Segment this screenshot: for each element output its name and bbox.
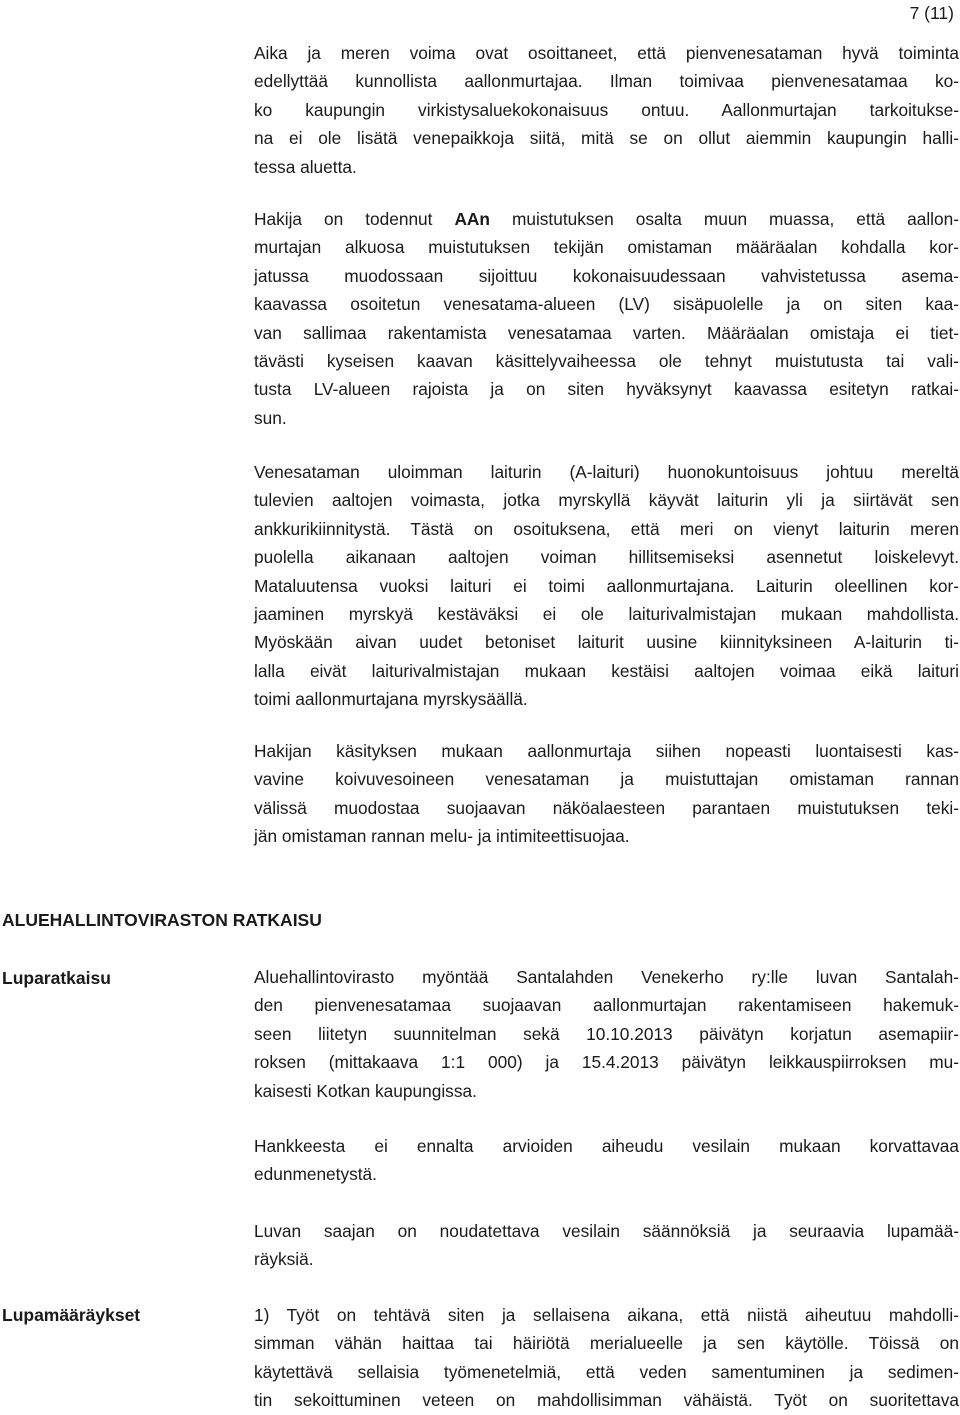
text-line: jaaminen myrskyä kestäväksi ei ole laiturivalmistajan mukaan mahdollista. bbox=[254, 604, 959, 625]
text-line: den pienvenesatamaa suojaavan aallonmurtajan rakentamiseen hakemuk- bbox=[254, 995, 959, 1016]
text-line: ko kaupungin virkistysaluekokonaisuus ontuu. Aallonmurtajan tarkoitukse- bbox=[254, 99, 959, 120]
text-line: seen liitetyn suunnitelman sekä 10.10.2013 päivätyn korjatun asemapiir- bbox=[254, 1023, 959, 1044]
text-segment: Hakija on todennut bbox=[254, 209, 455, 229]
paragraph-intro bbox=[254, 39, 959, 181]
text-line: Aluehallintovirasto myöntää Santalahden Venekerho ry:lle luvan Santalah- bbox=[254, 967, 959, 987]
paragraph-compliance bbox=[254, 1217, 959, 1274]
text-line: simman vähän haittaa tai häiriötä merialueelle ja sen käytölle. Töissä on bbox=[254, 1333, 959, 1354]
label-luparatkaisu: Luparatkaisu bbox=[2, 968, 111, 988]
paragraph-condition-1 bbox=[254, 1301, 959, 1415]
text-line: roksen (mittakaava 1:1 000) ja 15.4.2013 päivätyn leikkauspiirroksen mu- bbox=[254, 1052, 959, 1073]
label-lupamaaraykset: Lupamääräykset bbox=[2, 1305, 141, 1325]
text-line: jän omistaman rannan melu- ja intimiteettisuojaa. bbox=[254, 826, 630, 847]
text-line: van sallimaa rakentamista venesatamaa varten. Määräalan omistaja ei tiet- bbox=[254, 322, 959, 343]
text-line: tessa aluetta. bbox=[254, 156, 357, 177]
text-line: Hankkeesta ei ennalta arvioiden aiheudu vesilain mukaan korvattavaa bbox=[254, 1136, 959, 1156]
text-line: Luvan saajan on noudatettava vesilain säännöksiä ja seuraavia lupamää- bbox=[254, 1221, 959, 1241]
text-line: lalla eivät laiturivalmistajan mukaan kestäisi aaltojen voimaa eikä laituri bbox=[254, 660, 959, 681]
text-line: murtajan alkuosa muistutuksen tekijän omistaman määräalan kohdalla kor- bbox=[254, 237, 959, 258]
text-line: puolella aikanaan aaltojen voiman hillitsemiseksi asennetut loiskelevyt. bbox=[254, 547, 959, 568]
text-line: Hakijan käsityksen mukaan aallonmurtaja siihen nopeasti luontaisesti kas- bbox=[254, 741, 959, 761]
text-line: Aika ja meren voima ovat osoittaneet, että pienvenesataman hyvä toiminta bbox=[254, 43, 959, 63]
text-line bbox=[254, 205, 959, 233]
page-number: 7 (11) bbox=[909, 3, 954, 23]
paragraph-a-laituri bbox=[254, 458, 959, 714]
paragraph-aan-statement bbox=[254, 205, 959, 432]
paragraph-hakijan-kasitys bbox=[254, 737, 959, 851]
text-line: käytettävä sellaisia työmenetelmiä, että veden samentuminen ja sedimen- bbox=[254, 1361, 959, 1382]
text-line: kaavassa osoitetun venesatama-alueen (LV) sisäpuolelle ja on siten kaa- bbox=[254, 294, 959, 315]
text-line: tävästi kyseisen kaavan käsittelyvaiheessa ole tehnyt muistutusta tai vali- bbox=[254, 351, 959, 372]
text-line: vavine koivuvesoineen venesataman ja muistuttajan omistaman rannan bbox=[254, 769, 959, 790]
text-line: edunmenetystä. bbox=[254, 1164, 377, 1185]
bold-initials: AAn bbox=[454, 209, 490, 229]
text-line: Myöskään aivan uudet betoniset laiturit uusine kiinnityksineen A-laiturin ti- bbox=[254, 632, 959, 653]
text-line: jatussa muodossaan sijoittuu kokonaisuudessaan vahvistetussa asema- bbox=[254, 265, 959, 286]
text-line: tin sekoittuminen veteen on mahdollisimman vähäistä. Työt on suoritettava bbox=[254, 1390, 959, 1411]
paragraph-no-damage bbox=[254, 1132, 959, 1189]
text-segment: muistutuksen osalta muun muassa, että aallon- bbox=[489, 209, 959, 229]
paragraph-permit-decision bbox=[254, 963, 959, 1105]
text-line: tusta LV-alueen rajoista ja on siten hyväksynyt kaavassa esitetyn ratkai- bbox=[254, 379, 959, 400]
text-line: sun. bbox=[254, 407, 287, 428]
text-line: 1) Työt on tehtävä siten ja sellaisena aikana, että niistä aiheutuu mahdolli- bbox=[254, 1305, 959, 1325]
text-line: na ei ole lisätä venepaikkoja siitä, mitä se on ollut aiemmin kaupungin halli- bbox=[254, 128, 959, 149]
text-line: toimi aallonmurtajana myrskysäällä. bbox=[254, 689, 528, 710]
text-line: tulevien aaltojen voimasta, jotka myrskyllä käyvät laiturin yli ja siirtävät sen bbox=[254, 490, 959, 511]
text-line: edellyttää kunnollista aallonmurtajaa. Ilman toimivaa pienvenesatamaa ko- bbox=[254, 71, 959, 92]
text-line: räyksiä. bbox=[254, 1249, 314, 1270]
text-line: välissä muodostaa suojaavan näköalaesteen parantaen muistutuksen teki- bbox=[254, 797, 959, 818]
text-line: kaisesti Kotkan kaupungissa. bbox=[254, 1080, 477, 1101]
text-line: Venesataman uloimman laiturin (A-laituri) huonokuntoisuus johtuu mereltä bbox=[254, 462, 959, 482]
text-line: ankkurikiinnitystä. Tästä on osoituksena, että meri on vienyt laiturin meren bbox=[254, 518, 959, 539]
section-heading: ALUEHALLINTOVIRASTON RATKAISU bbox=[2, 910, 322, 930]
text-line: Mataluutensa vuoksi laituri ei toimi aallonmurtajana. Laiturin oleellinen kor- bbox=[254, 575, 959, 596]
